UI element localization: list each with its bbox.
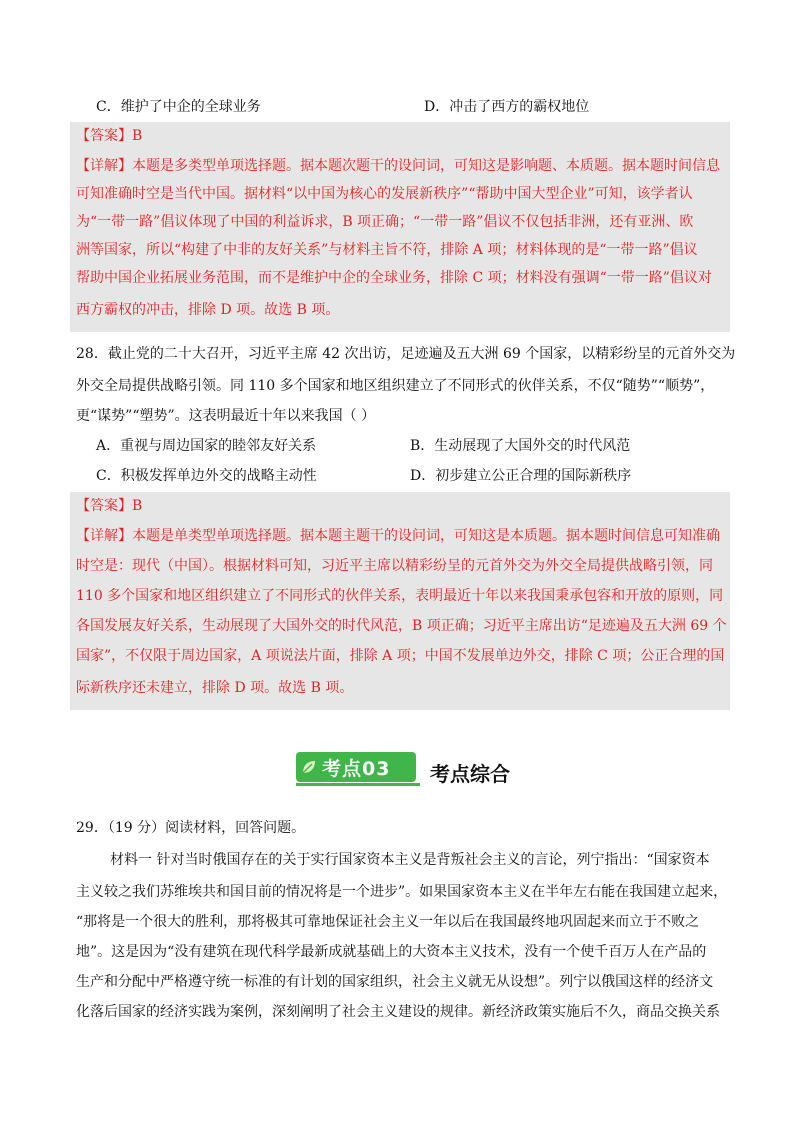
q28-stem-line-1: 28．截止党的二十大召开，习近平主席 42 次出访，足迹遍及五大洲 69 个国家，以精彩纷呈的元首外交为 [76, 346, 736, 362]
q27-option-d: D．冲击了西方的霸权地位 [424, 99, 590, 115]
detail-tag: 【详解】 [76, 528, 132, 544]
q28-option-c: C．积极发挥单边外交的战略主动性 [96, 468, 317, 484]
q29-material-line-1: 材料一 针对当时俄国存在的关于实行国家资本主义是背叛社会主义的言论，列宁指出：“国家资本 [110, 852, 710, 868]
section-badge [296, 752, 416, 782]
q28-stem-line-3: 更“谋势”“塑势”。这表明最近十年以来我国（ ） [76, 408, 376, 424]
q28-detail-line-5: 国家”，不仅限于周边国家，A 项说法片面，排除 A 项；中国不发展单边外交，排除 C 项；公正合理的国 [76, 648, 725, 664]
q27-detail-line-3: 为“一带一路”倡议体现了中国的利益诉求，B 项正确；“一带一路”倡议不仅包括非洲，还有亚洲、欧 [76, 214, 694, 230]
detail-tag: 【详解】 [76, 158, 132, 174]
q28-option-a: A．重视与周边国家的睦邻友好关系 [96, 438, 317, 454]
answer-tag: 【答案】 [76, 498, 132, 514]
q28-option-b: B．生动展现了大国外交的时代风范 [410, 438, 631, 454]
answer-value: B [132, 498, 143, 514]
q27-option-c: C．维护了中企的全球业务 [96, 99, 261, 115]
q28-detail-line-6: 际新秩序还未建立，排除 D 项。故选 B 项。 [76, 680, 354, 696]
q29-material-line-4: 地”。这是因为“没有建筑在现代科学最新成就基础上的大资本主义技术，没有一个使千百万人在产品的 [76, 944, 707, 960]
section-title: 考点综合 [430, 762, 510, 786]
q29-material-line-6: 化落后国家的经济实践为案例，深刻阐明了社会主义建设的规律。新经济政策实施后不久，商品交换关系 [76, 1004, 720, 1020]
q28-detail-line-2: 时空是：现代（中国）。根据材料可知，习近平主席以精彩纷呈的元首外交为外交全局提供战略引领，同 [76, 558, 713, 574]
q28-answer-block [70, 492, 730, 710]
q29-header: 29．（19 分）阅读材料，回答问题。 [76, 820, 306, 836]
q27-detail-line-4: 洲等国家，所以“构建了中非的友好关系”与材料主旨不符，排除 A 项；材料体现的是“一带一路”倡议 [76, 242, 698, 258]
q28-detail-line-1 [76, 526, 720, 546]
detail-text: 本题是单类型单项选择题。据本题主题干的设问词，可知这是本质题。据本题时间信息可知准确 [132, 528, 720, 544]
q29-material-line-2: 主义较之我们苏维埃共和国目前的情况将是一个进步”。如果国家资本主义在半年左右能在我国建立起来， [76, 884, 728, 900]
q29-material-line-3: “那将是一个很大的胜利，那将极其可靠地保证社会主义一年以后在我国最终地巩固起来而立于不败之 [76, 914, 700, 930]
q27-detail-line-5: 帮助中国企业拓展业务范围，而不是维护中企的全球业务，排除 C 项；材料没有强调“一带一路”倡议对 [76, 270, 712, 286]
q28-detail-line-4: 各国发展友好关系，生动展现了大国外交的时代风范，B 项正确；习近平主席出访“足迹遍及五大洲 69 个 [76, 618, 727, 634]
q27-detail-line-6: 西方霸权的冲击，排除 D 项。故选 B 项。 [76, 302, 340, 318]
q28-stem-line-2: 外交全局提供战略引领。同 110 多个国家和地区组织建立了不同形式的伙伴关系，不仅“随势”“顺势”， [76, 378, 715, 394]
detail-text: 本题是多类型单项选择题。据本题次题干的设问词，可知这是影响题、本质题。据本题时间信息 [132, 158, 720, 174]
leaf-icon [300, 758, 318, 776]
section-banner [296, 752, 536, 788]
badge-underline [296, 783, 420, 786]
q28-option-d: D．初步建立公正合理的国际新秩序 [410, 468, 632, 484]
q27-answer-line [76, 126, 142, 146]
q29-material-line-5: 生产和分配中严格遵守统一标准的有计划的国家组织，社会主义就无从设想”。列宁以俄国这样的经济文 [76, 974, 714, 990]
q27-detail-line-1 [76, 156, 720, 176]
q27-detail-line-2: 可知准确时空是当代中国。据材料“以中国为核心的发展新秩序”“帮助中国大型企业”可知，该学者认 [76, 186, 693, 202]
answer-value: B [132, 128, 143, 144]
answer-tag: 【答案】 [76, 128, 132, 144]
q28-answer-line [76, 496, 142, 516]
section-badge-text: 考点03 [322, 758, 391, 780]
q28-detail-line-3: 110 多个国家和地区组织建立了不同形式的伙伴关系，表明最近十年以来我国秉承包容和开放的原则，同 [76, 588, 724, 604]
q27-answer-block [70, 122, 730, 332]
